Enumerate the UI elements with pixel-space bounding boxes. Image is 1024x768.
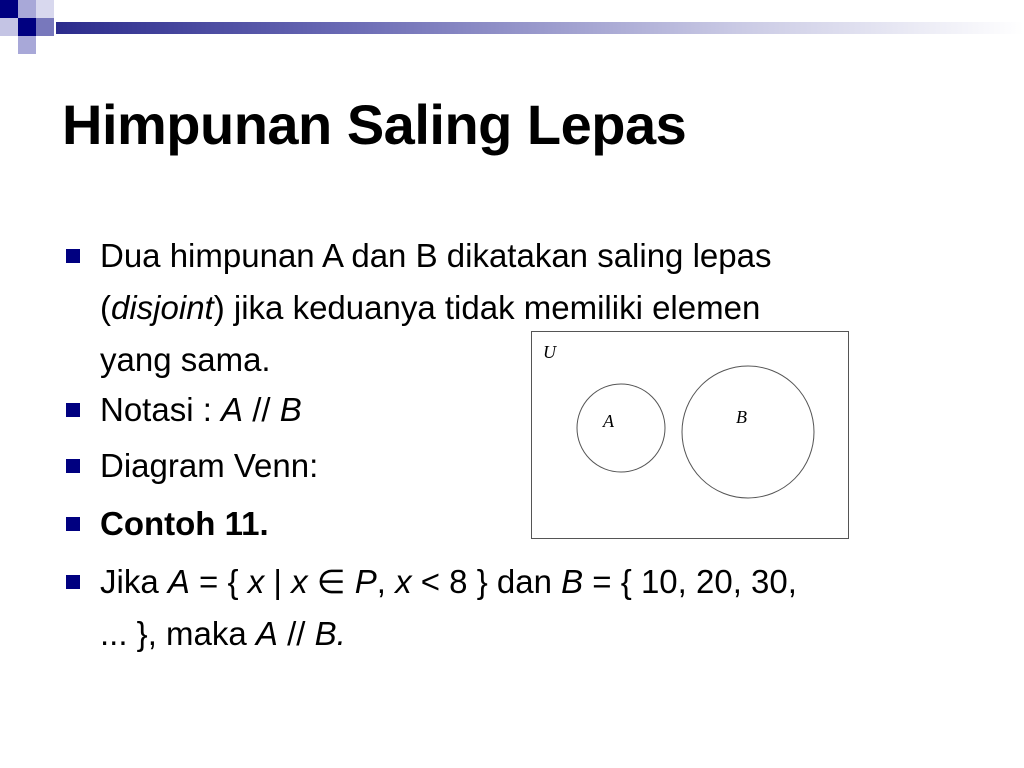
- bullet-marker: [66, 249, 80, 263]
- text-fragment: //: [277, 615, 315, 652]
- math-var: B: [561, 563, 584, 600]
- text-fragment: |: [264, 563, 292, 600]
- text-fragment: Notasi :: [100, 391, 222, 428]
- bullet-marker: [66, 575, 80, 589]
- text-line: yang sama.: [100, 341, 271, 378]
- math-var: A: [167, 563, 190, 600]
- decor-square: [18, 0, 36, 18]
- bullet-marker: [66, 403, 80, 417]
- math-var: x: [247, 563, 265, 600]
- text-fragment: (: [100, 289, 111, 326]
- text-line: [100, 282, 942, 334]
- decor-square: [0, 18, 18, 36]
- set-a-circle: [577, 384, 665, 472]
- text-line: Dua himpunan A dan B dikatakan saling lepas: [100, 237, 772, 274]
- math-var: P: [354, 563, 377, 600]
- math-var: B.: [314, 615, 346, 652]
- decor-square: [18, 18, 36, 36]
- math-var: B: [279, 391, 302, 428]
- text-fragment: Jika: [100, 563, 168, 600]
- set-b-label: B: [736, 407, 747, 427]
- set-b-circle: [682, 366, 814, 498]
- text-fragment: = { 10, 20, 30,: [583, 563, 797, 600]
- bullet-text: [100, 556, 942, 660]
- text-fragment: = {: [189, 563, 248, 600]
- math-var: A: [255, 615, 278, 652]
- header-gradient-bar: [56, 22, 1024, 34]
- text-line: [100, 608, 942, 660]
- text-fragment: < 8 } dan: [411, 563, 562, 600]
- text-line: Diagram Venn:: [100, 447, 319, 484]
- venn-diagram: [531, 331, 849, 539]
- text-fragment: //: [243, 391, 280, 428]
- text-line: Contoh 11.: [100, 505, 269, 542]
- header-decoration: [0, 0, 1024, 40]
- decor-square: [36, 0, 54, 18]
- universe-label: U: [543, 342, 556, 362]
- math-var: x: [395, 563, 412, 600]
- text-fragment: ) jika keduanya tidak memiliki elemen: [213, 289, 761, 326]
- decor-square: [0, 0, 18, 18]
- math-var: x: [291, 563, 308, 600]
- element-of-symbol: ∈: [307, 563, 355, 600]
- decor-square: [18, 36, 36, 54]
- text-line: [100, 556, 942, 608]
- slide-title: Himpunan Saling Lepas: [62, 93, 687, 156]
- bullet-marker: [66, 517, 80, 531]
- decor-square: [36, 18, 54, 36]
- venn-diagram-svg: [532, 332, 848, 538]
- bullet-marker: [66, 459, 80, 473]
- math-var: A: [221, 391, 244, 428]
- text-fragment: ,: [376, 563, 396, 600]
- text-fragment: ... }, maka: [100, 615, 256, 652]
- emphasis-disjoint: disjoint: [111, 289, 214, 326]
- set-a-label: A: [603, 411, 614, 431]
